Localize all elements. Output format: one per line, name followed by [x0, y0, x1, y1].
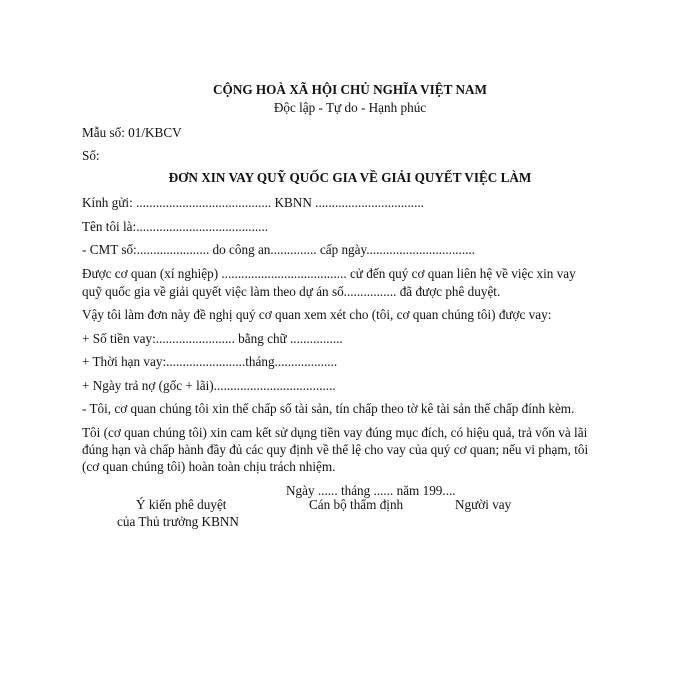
approval-signature-label-2: của Thủ trưởng KBNN [117, 514, 239, 529]
agency-line-1: Được cơ quan (xí nghiệp) ...................................... cử đến quý cơ quan liên hệ về việc xin vay [82, 266, 576, 281]
commitment-line-3: (cơ quan chúng tôi) hoàn toàn chịu trách nhiệm. [82, 459, 336, 474]
national-title: CỘNG HOÀ XÃ HỘI CHỦ NGHĨA VIỆT NAM [213, 82, 487, 97]
date-line: Ngày ...... tháng ...... năm 199.... [286, 483, 456, 498]
borrower-signature-label: Người vay [455, 497, 512, 512]
applicant-name-line: Tên tôi là:........................................ [82, 219, 269, 234]
commitment-line-1: Tôi (cơ quan chúng tôi) xin cam kết sử dụng tiền vay đúng mục đích, có hiệu quả, trả vốn và lãi [82, 425, 588, 440]
repayment-date-line: + Ngày trả nợ (gốc + lãi)..................................... [82, 378, 336, 393]
document-number: Số: [82, 148, 100, 163]
commitment-line-2: đúng hạn và chấp hành đầy đủ các quy định về thể lệ cho vay của quý cơ quan; nếu vi phạm, tôi [82, 442, 589, 457]
form-code: Mẫu số: 01/KBCV [82, 125, 182, 140]
recipient-line: Kính gửi: ......................................... KBNN ................................. [82, 195, 424, 210]
loan-amount-line: + Số tiền vay:........................ bằng chữ ................ [82, 331, 343, 346]
agency-line-2: quỹ quốc gia về giải quyết việc làm theo dự án số................ đã được phê duyệt. [82, 284, 501, 299]
national-motto: Độc lập - Tự do - Hạnh phúc [273, 100, 427, 115]
appraiser-signature-label: Cán bộ thẩm định [309, 497, 404, 512]
id-card-line: - CMT số:...................... do công an.............. cấp ngày................................. [82, 242, 476, 257]
approval-signature-label-1: Ý kiến phê duyệt [136, 497, 227, 512]
collateral-line: - Tôi, cơ quan chúng tôi xin thế chấp số tài sản, tín chấp theo tờ kê tài sản thế chấp đính kèm. [82, 401, 575, 416]
document-title: ĐƠN XIN VAY QUỸ QUỐC GIA VỀ GIẢI QUYẾT VIỆC LÀM [168, 170, 532, 185]
request-line: Vậy tôi làm đơn này đề nghị quý cơ quan xem xét cho (tôi, cơ quan chúng tôi) được vay: [82, 307, 552, 322]
loan-term-line: + Thời hạn vay:........................tháng................... [82, 354, 338, 369]
